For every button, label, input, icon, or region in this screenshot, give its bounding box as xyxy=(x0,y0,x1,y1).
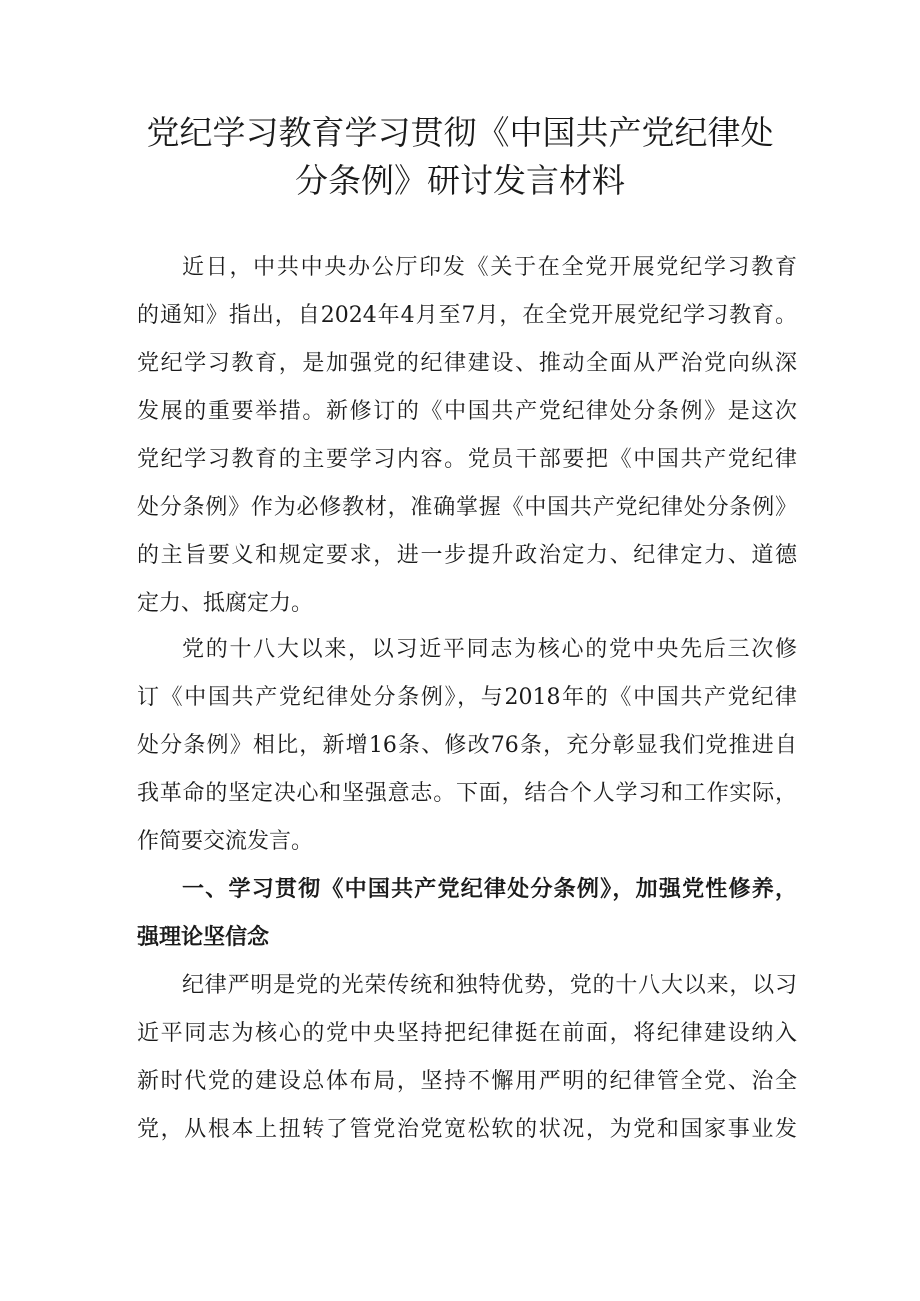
paragraph-2-line-3: 处分条例》相比，新增16条、修改76条，充分彰显我们党推进自 xyxy=(137,733,797,758)
paragraph-1-line-4: 发展的重要举措。新修订的《中国共产党纪律处分条例》是这次 xyxy=(137,399,797,424)
paragraph-2-line-1: 党的十八大以来，以习近平同志为核心的党中央先后三次修 xyxy=(182,637,797,662)
paragraph-2-line-4: 我革命的坚定决心和坚强意志。下面，结合个人学习和工作实际， xyxy=(137,781,797,806)
paragraph-1-line-6: 处分条例》作为必修教材，准确掌握《中国共产党纪律处分条例》 xyxy=(137,495,797,520)
paragraph-1-line-2: 的通知》指出，自2024年4月至7月，在全党开展党纪学习教育。 xyxy=(137,303,797,328)
paragraph-3-line-3: 新时代党的建设总体布局，坚持不懈用严明的纪律管全党、治全 xyxy=(137,1069,797,1094)
paragraph-2-line-5: 作简要交流发言。 xyxy=(137,829,314,854)
paragraph-3-line-4: 党，从根本上扭转了管党治党宽松软的状况，为党和国家事业发 xyxy=(137,1117,797,1142)
document-title-line-1: 党纪学习教育学习贯彻《中国共产党纪律处 xyxy=(146,113,774,152)
document-title-line-2: 分条例》研讨发言材料 xyxy=(295,161,625,200)
paragraph-1-line-8: 定力、抵腐定力。 xyxy=(137,591,314,616)
paragraph-2-line-2: 订《中国共产党纪律处分条例》，与2018年的《中国共产党纪律 xyxy=(137,685,797,710)
paragraph-1-line-3: 党纪学习教育，是加强党的纪律建设、推动全面从严治党向纵深 xyxy=(137,351,797,376)
section-heading-line-2: 强理论坚信念 xyxy=(137,925,270,950)
paragraph-1-line-1: 近日，中共中央办公厅印发《关于在全党开展党纪学习教育 xyxy=(182,255,797,280)
section-heading-line-1: 一、学习贯彻《中国共产党纪律处分条例》，加强党性修养， xyxy=(182,877,797,902)
paragraph-3-line-1: 纪律严明是党的光荣传统和独特优势，党的十八大以来，以习 xyxy=(182,973,797,998)
paragraph-1-line-7: 的主旨要义和规定要求，进一步提升政治定力、纪律定力、道德 xyxy=(137,543,797,568)
paragraph-3-line-2: 近平同志为核心的党中央坚持把纪律挺在前面，将纪律建设纳入 xyxy=(137,1021,797,1046)
paragraph-1-line-5: 党纪学习教育的主要学习内容。党员干部要把《中国共产党纪律 xyxy=(137,447,797,472)
